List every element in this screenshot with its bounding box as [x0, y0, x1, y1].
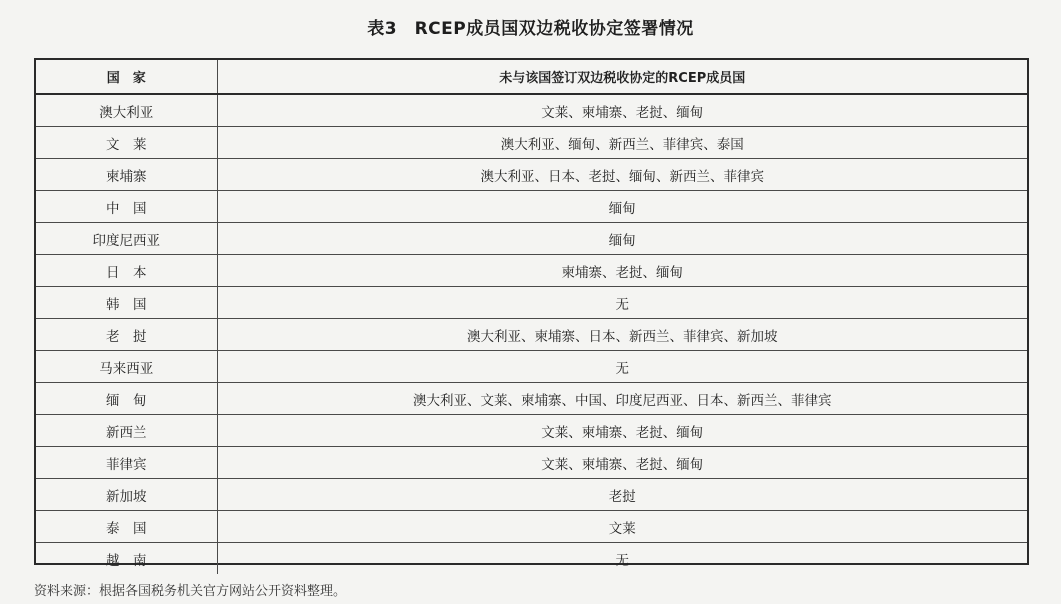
members-cell: 老挝	[217, 479, 1027, 511]
rcep-treaty-table-frame	[34, 58, 1029, 569]
members-cell: 文莱、柬埔寨、老挝、缅甸	[217, 415, 1027, 447]
country-cell: 缅 甸	[36, 383, 217, 415]
members-cell: 澳大利亚、文莱、柬埔寨、中国、印度尼西亚、日本、新西兰、菲律宾	[217, 383, 1027, 415]
country-cell: 文 莱	[36, 127, 217, 159]
country-cell: 中 国	[36, 191, 217, 223]
members-cell: 澳大利亚、柬埔寨、日本、新西兰、菲律宾、新加坡	[217, 319, 1027, 351]
members-cell: 柬埔寨、老挝、缅甸	[217, 255, 1027, 287]
members-cell: 无	[217, 351, 1027, 383]
country-cell: 新西兰	[36, 415, 217, 447]
members-cell: 澳大利亚、缅甸、新西兰、菲律宾、泰国	[217, 127, 1027, 159]
country-cell: 越 南	[36, 543, 217, 575]
country-cell: 印度尼西亚	[36, 223, 217, 255]
table-row	[36, 287, 1027, 319]
country-cell: 韩 国	[36, 287, 217, 319]
country-cell: 老 挝	[36, 319, 217, 351]
table-row	[36, 319, 1027, 351]
table-row	[36, 447, 1027, 479]
table-row	[36, 159, 1027, 191]
country-cell: 新加坡	[36, 479, 217, 511]
country-cell: 马来西亚	[36, 351, 217, 383]
table-row	[36, 127, 1027, 159]
country-cell: 菲律宾	[36, 447, 217, 479]
members-cell: 文莱	[217, 511, 1027, 543]
country-cell: 澳大利亚	[36, 94, 217, 127]
table-row	[36, 511, 1027, 543]
table-row	[36, 383, 1027, 415]
table-header-row	[36, 60, 1027, 94]
members-cell: 文莱、柬埔寨、老挝、缅甸	[217, 447, 1027, 479]
country-cell: 柬埔寨	[36, 159, 217, 191]
header-country: 国 家	[36, 60, 217, 94]
table-row	[36, 415, 1027, 447]
members-cell: 缅甸	[217, 191, 1027, 223]
table-row	[36, 479, 1027, 511]
members-cell: 文莱、柬埔寨、老挝、缅甸	[217, 94, 1027, 127]
table-title: 表3 RCEP成员国双边税收协定签署情况	[367, 19, 694, 39]
source-note: 资料来源：根据各国税务机关官方网站公开资料整理。	[34, 584, 347, 599]
members-cell: 缅甸	[217, 223, 1027, 255]
country-cell: 泰 国	[36, 511, 217, 543]
members-cell: 无	[217, 287, 1027, 319]
rcep-treaty-table	[36, 60, 1027, 574]
members-cell: 澳大利亚、日本、老挝、缅甸、新西兰、菲律宾	[217, 159, 1027, 191]
table-row	[36, 94, 1027, 127]
members-cell: 无	[217, 543, 1027, 575]
table-row	[36, 255, 1027, 287]
table-row	[36, 543, 1027, 575]
table-row	[36, 351, 1027, 383]
header-members: 未与该国签订双边税收协定的RCEP成员国	[217, 60, 1027, 94]
table-row	[36, 191, 1027, 223]
table-row	[36, 223, 1027, 255]
country-cell: 日 本	[36, 255, 217, 287]
